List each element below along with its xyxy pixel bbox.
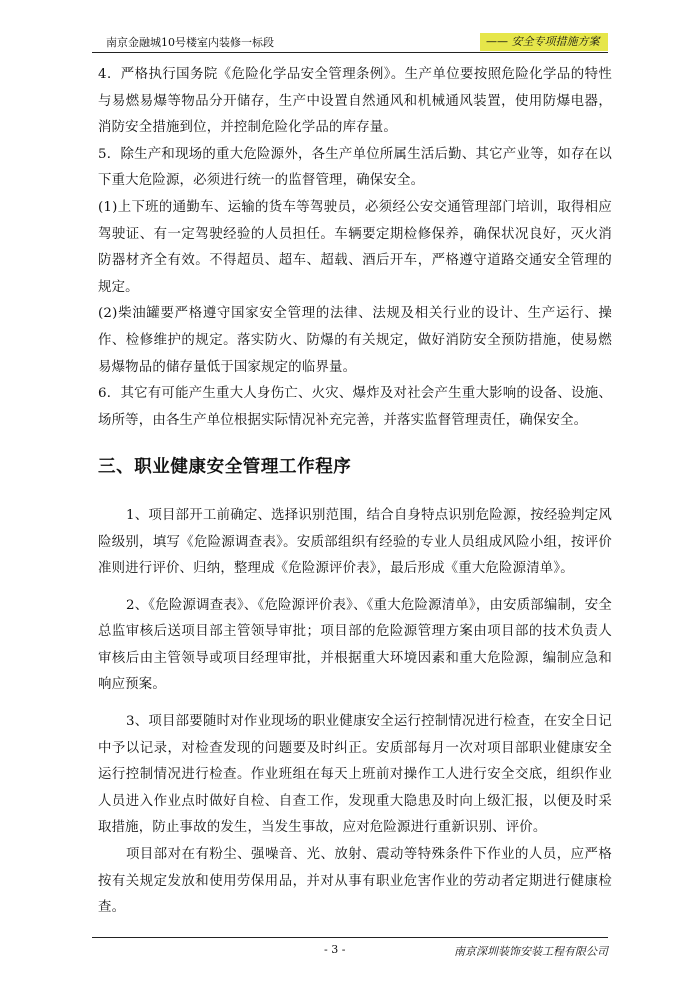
page-number: - 3 - [324, 943, 346, 956]
page-footer [92, 937, 608, 958]
header-project-name: 南京金融城10号楼室内装修一标段 [106, 36, 274, 49]
item-5-1: (1)上下班的通勤车、运输的货车等驾驶员，必须经公安交通管理部门培训，取得相应驾驶证、有一定驾驶经验的人员担任。车辆要定期检修保养，确保状况良好，灭火消防器材齐全有效。不得超员、超车、超载、酒后开车，严格遵守道路交通安全管理的规定。 [98, 199, 612, 295]
header-document-title: —— 安全专项措施方案 [480, 33, 608, 51]
procedure-paragraph-3: 3、项目部要随时对作业现场的职业健康安全运行控制情况进行检查，在安全日记中予以记录，对检查发现的问题要及时纠正。安质部每月一次对项目部职业健康安全运行控制情况进行检查。作业班组在每天上班前对操作工人进行安全交底，组织作业人员进入作业点时做好自检、自查工作，发现重大隐患及时向上级汇报，以便及时采取措施，防止事故的发生，当发生事故，应对危险源进行重新识别、评价。 [98, 714, 612, 836]
section-heading: 三、职业健康安全管理工作程序 [98, 457, 352, 478]
item-5-2: (2)柴油罐要严格遵守国家安全管理的法律、法规及相关行业的设计、生产运行、操作、检修维护的规定。落实防火、防爆的有关规定，做好消防安全预防措施，使易燃易爆物品的储存量低于国家规定的临界量。 [98, 306, 612, 375]
item-5: 5．除生产和现场的重大危险源外，各生产单位所属生活后勤、其它产业等，如存在以下重大危险源，必须进行统一的监督管理，确保安全。 [98, 146, 612, 189]
page-header [92, 32, 608, 53]
footer-company-name: 南京深圳装饰安装工程有限公司 [454, 945, 608, 958]
procedure-paragraph-1: 1、项目部开工前确定、选择识别范围，结合自身特点识别危险源，按经验判定风险级别，填写《危险源调查表》。安质部组织有经验的专业人员组成风险小组，按评价准则进行评价、归纳，整理成《危险源评价表》，最后形成《重大危险源清单》。 [98, 507, 612, 577]
item-4: 4．严格执行国务院《危险化学品安全管理条例》。生产单位要按照危险化学品的特性与易燃易爆等物品分开储存，生产中设置自然通风和机械通风装置，使用防爆电器，消防安全措施到位，并控制危险化学品的库存量。 [98, 67, 612, 136]
procedure-paragraph-2: 2、《危险源调查表》、《危险源评价表》、《重大危险源清单》，由安质部编制，安全总监审核后送项目部主管领导审批；项目部的危险源管理方案由项目部的技术负责人审核后由主管领导或项目经理审批，并根据重大环境因素和重大危险源，编制应急和响应预案。 [98, 597, 612, 693]
item-6: 6．其它有可能产生重大人身伤亡、火灾、爆炸及对社会产生重大影响的设备、设施、场所等，由各生产单位根据实际情况补充完善，并落实监督管理责任，确保安全。 [98, 386, 612, 428]
document-body [98, 62, 612, 922]
procedure-paragraph-4: 项目部对在有粉尘、强噪音、光、放射、震动等特殊条件下作业的人员，应严格按有关规定发放和使用劳保用品，并对从事有职业危害作业的劳动者定期进行健康检查。 [98, 847, 612, 916]
